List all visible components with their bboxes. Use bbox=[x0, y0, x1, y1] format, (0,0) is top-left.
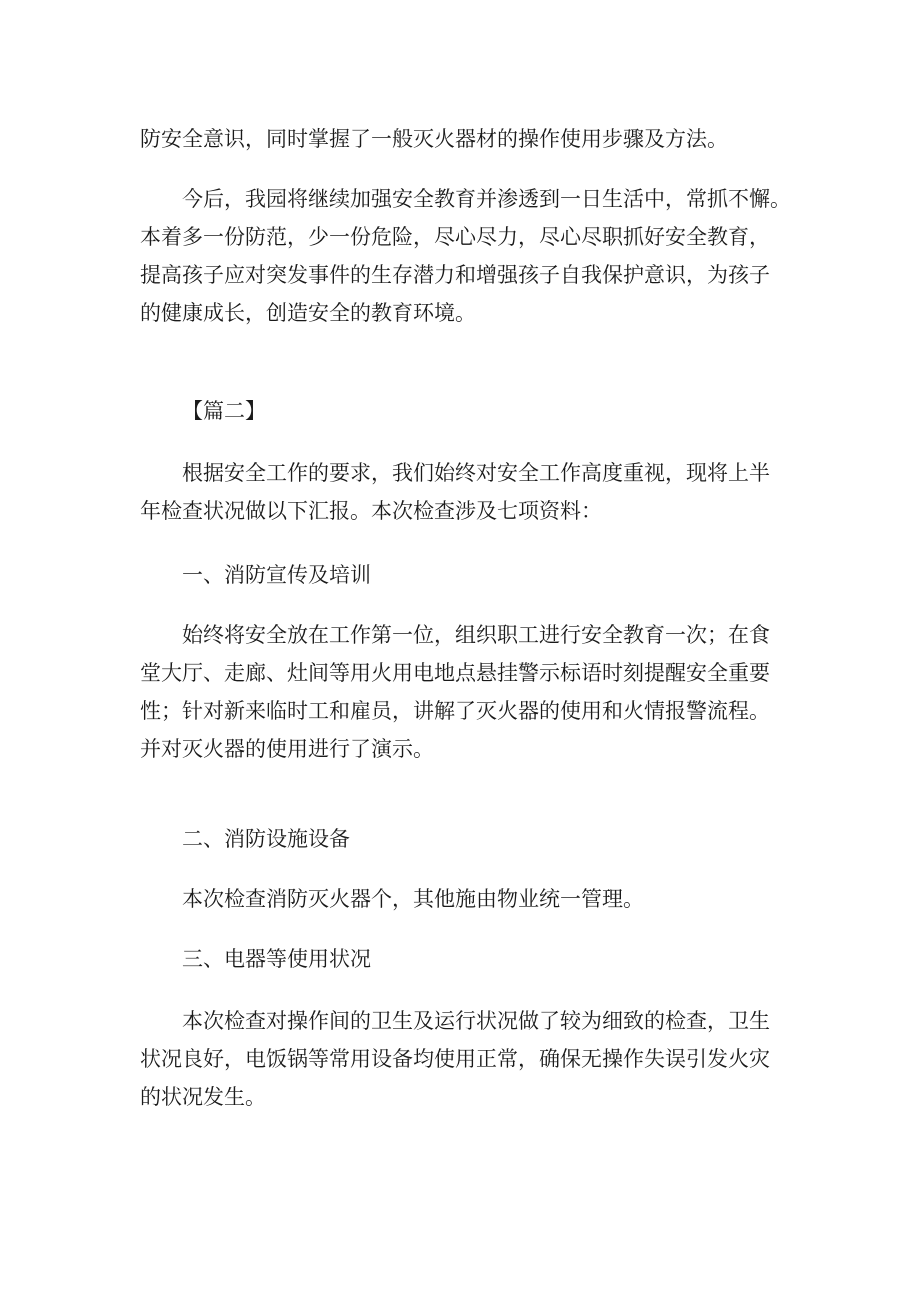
text-line: 并对灭火器的使用进行了演示。 bbox=[140, 737, 434, 761]
text-line: 本着多一份防范，少一份危险，尽心尽力，尽心尽职抓好安全教育， bbox=[140, 225, 770, 249]
text-line: 根据安全工作的要求，我们始终对安全工作高度重视，现将上半 bbox=[182, 461, 770, 485]
text-line: 始终将安全放在工作第一位，组织职工进行安全教育一次；在食 bbox=[182, 623, 770, 647]
paragraph-continuation bbox=[140, 120, 780, 158]
paragraph-fire-training bbox=[140, 616, 780, 768]
text-line: 二、消防设施设备 bbox=[182, 827, 350, 851]
text-line: 今后，我园将继续加强安全教育并渗透到一日生活中，常抓不懈。 bbox=[182, 187, 791, 211]
text-line: 防安全意识，同时掌握了一般灭火器材的操作使用步骤及方法。 bbox=[140, 127, 728, 151]
text-line: 三、电器等使用状况 bbox=[182, 947, 371, 971]
section-heading-fire-training bbox=[140, 556, 780, 594]
section-heading-fire-equipment bbox=[140, 820, 780, 858]
text-line: 提高孩子应对突发事件的生存潜力和增强孩子自我保护意识，为孩子 bbox=[140, 263, 770, 287]
text-line: 【篇二】 bbox=[182, 399, 266, 423]
text-line: 堂大厅、走廊、灶间等用火用电地点悬挂警示标语时刻提醒安全重要 bbox=[140, 661, 770, 685]
text-line: 年检查状况做以下汇报。本次检查涉及七项资料： bbox=[140, 499, 602, 523]
section-heading-electrical-usage bbox=[140, 940, 780, 978]
paragraph-future-plan bbox=[140, 180, 791, 332]
paragraph-fire-equipment bbox=[140, 880, 780, 918]
text-line: 一、消防宣传及培训 bbox=[182, 563, 371, 587]
paragraph-electrical-usage bbox=[140, 1002, 780, 1116]
text-line: 本次检查消防灭火器个，其他施由物业统一管理。 bbox=[182, 887, 644, 911]
text-line: 本次检查对操作间的卫生及运行状况做了较为细致的检查，卫生 bbox=[182, 1009, 770, 1033]
text-line: 状况良好，电饭锅等常用设备均使用正常，确保无操作失误引发火灾 bbox=[140, 1047, 770, 1071]
text-line: 性；针对新来临时工和雇员，讲解了灭火器的使用和火情报警流程。 bbox=[140, 699, 770, 723]
paragraph-intro-report bbox=[140, 454, 780, 530]
text-line: 的健康成长，创造安全的教育环境。 bbox=[140, 301, 476, 325]
section-heading-part-two bbox=[140, 392, 780, 430]
text-line: 的状况发生。 bbox=[140, 1085, 266, 1109]
